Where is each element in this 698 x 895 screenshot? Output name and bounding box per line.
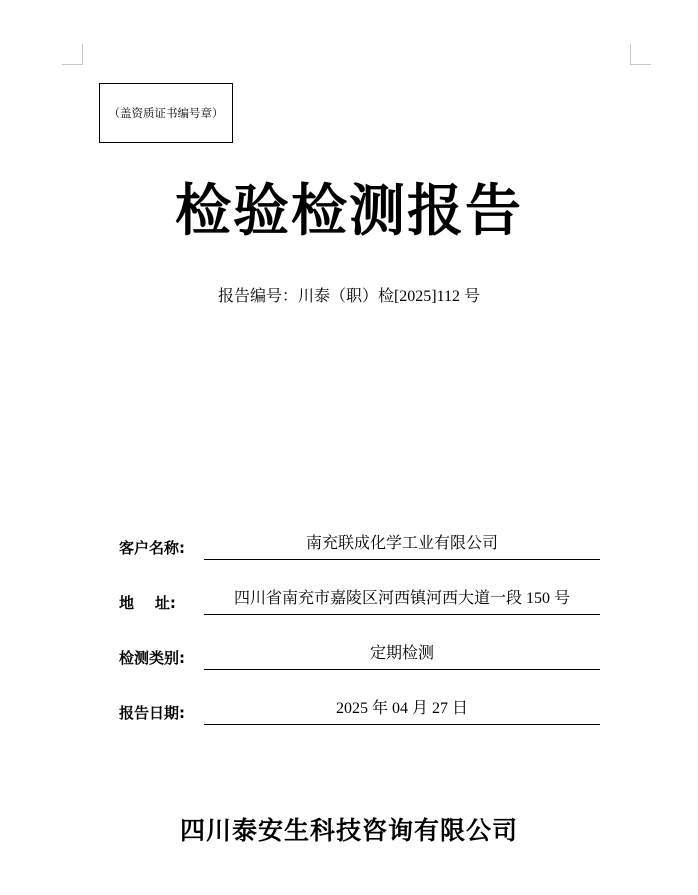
address-row bbox=[119, 585, 600, 615]
test-type-row bbox=[119, 640, 600, 670]
stamp-box-text: （盖资质证书编号章） bbox=[108, 106, 224, 120]
test-type-label: 检测类别: bbox=[119, 649, 185, 667]
address-label: 地 址: bbox=[119, 594, 176, 612]
issuing-company: 四川泰安生科技咨询有限公司 bbox=[179, 816, 518, 845]
certificate-stamp-box bbox=[99, 83, 233, 143]
report-date-label: 报告日期: bbox=[119, 704, 185, 722]
test-type-value: 定期检测 bbox=[204, 641, 600, 670]
report-date-value: 2025 年 04 月 27 日 bbox=[204, 696, 600, 725]
report-date-row bbox=[119, 695, 600, 725]
report-number: 报告编号：川泰（职）检[2025]112 号 bbox=[217, 288, 481, 305]
report-title: 检验检测报告 bbox=[175, 178, 523, 244]
client-name-value: 南充联成化学工业有限公司 bbox=[204, 531, 600, 560]
page-corner-mark-top-right bbox=[630, 44, 651, 65]
client-name-label: 客户名称: bbox=[119, 539, 185, 557]
page-corner-mark-top-left bbox=[62, 44, 83, 65]
client-name-row bbox=[119, 530, 600, 560]
address-value: 四川省南充市嘉陵区河西镇河西大道一段 150 号 bbox=[204, 586, 600, 615]
